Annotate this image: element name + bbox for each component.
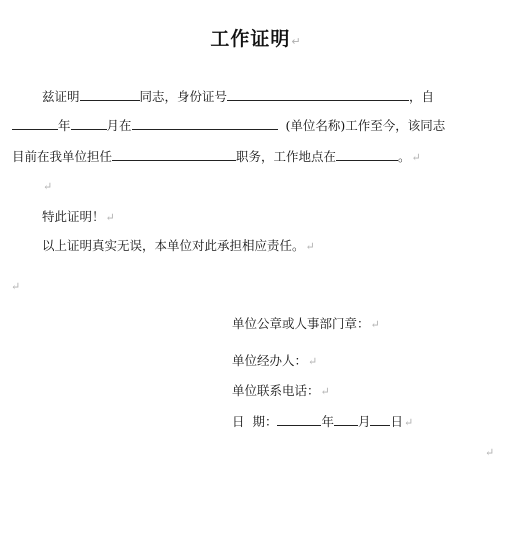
text-period: 。 <box>398 149 411 164</box>
certification-text: 特此证明！ <box>42 209 105 224</box>
text-zhengming: 兹证明 <box>42 89 80 104</box>
guarantee-line <box>42 238 315 255</box>
paragraph-mark: ↵ <box>43 180 53 193</box>
paragraph-mark: ↵ <box>320 385 330 398</box>
start-year-blank[interactable] <box>12 117 58 130</box>
date-line <box>232 413 413 431</box>
text-year: 年 <box>58 118 71 133</box>
text-zi: ，自 <box>409 89 435 104</box>
start-month-blank[interactable] <box>71 117 107 130</box>
document-title <box>0 24 512 51</box>
body-line-1 <box>42 88 434 105</box>
date-month-blank[interactable] <box>334 413 358 426</box>
text-month-in: 月在 <box>106 118 132 133</box>
text-company-to-date: (单位名称)工作至今，该同志 <box>285 118 446 133</box>
phone-line <box>232 383 330 400</box>
text-duty-location: 职务，工作地点在 <box>236 149 337 164</box>
paragraph-mark: ↵ <box>11 280 21 293</box>
body-line-3 <box>12 148 421 166</box>
position-blank[interactable] <box>112 148 236 161</box>
id-number-blank[interactable] <box>227 88 409 101</box>
paragraph-mark: ↵ <box>308 355 318 368</box>
trailing-paragraph <box>484 444 494 461</box>
text-position-at: 目前在我单位担任 <box>12 149 113 164</box>
name-blank[interactable] <box>80 88 140 101</box>
date-year-blank[interactable] <box>277 413 321 426</box>
body-line-2 <box>12 117 445 134</box>
title-text: 工作证明 <box>210 28 291 50</box>
date-day-blank[interactable] <box>370 413 390 426</box>
empty-paragraph <box>10 278 20 295</box>
company-name-blank[interactable] <box>132 117 278 130</box>
guarantee-text: 以上证明真实无误，本单位对此承担相应责任。 <box>42 238 305 253</box>
handler-line <box>232 353 317 370</box>
certification-line <box>42 209 115 226</box>
paragraph-mark: ↵ <box>291 35 302 48</box>
paragraph-mark: ↵ <box>485 446 495 459</box>
seal-label: 单位公章或人事部门章： <box>232 316 370 331</box>
seal-line <box>232 316 380 333</box>
paragraph-mark: ↵ <box>105 211 115 224</box>
paragraph-mark: ↵ <box>404 416 414 429</box>
paragraph-mark: ↵ <box>305 240 315 253</box>
phone-label: 单位联系电话： <box>232 383 320 398</box>
paragraph-mark: ↵ <box>370 318 380 331</box>
date-year-text: 年 <box>321 414 334 429</box>
empty-paragraph <box>42 178 52 195</box>
text-tongzhi-idcard: 同志，身份证号 <box>139 89 228 104</box>
paragraph-mark: ↵ <box>411 151 421 164</box>
date-label: 日 期： <box>232 414 278 429</box>
handler-label: 单位经办人： <box>232 353 308 368</box>
location-blank[interactable] <box>336 148 398 161</box>
date-day-text: 日 <box>390 414 403 429</box>
date-month-text: 月 <box>357 414 371 429</box>
